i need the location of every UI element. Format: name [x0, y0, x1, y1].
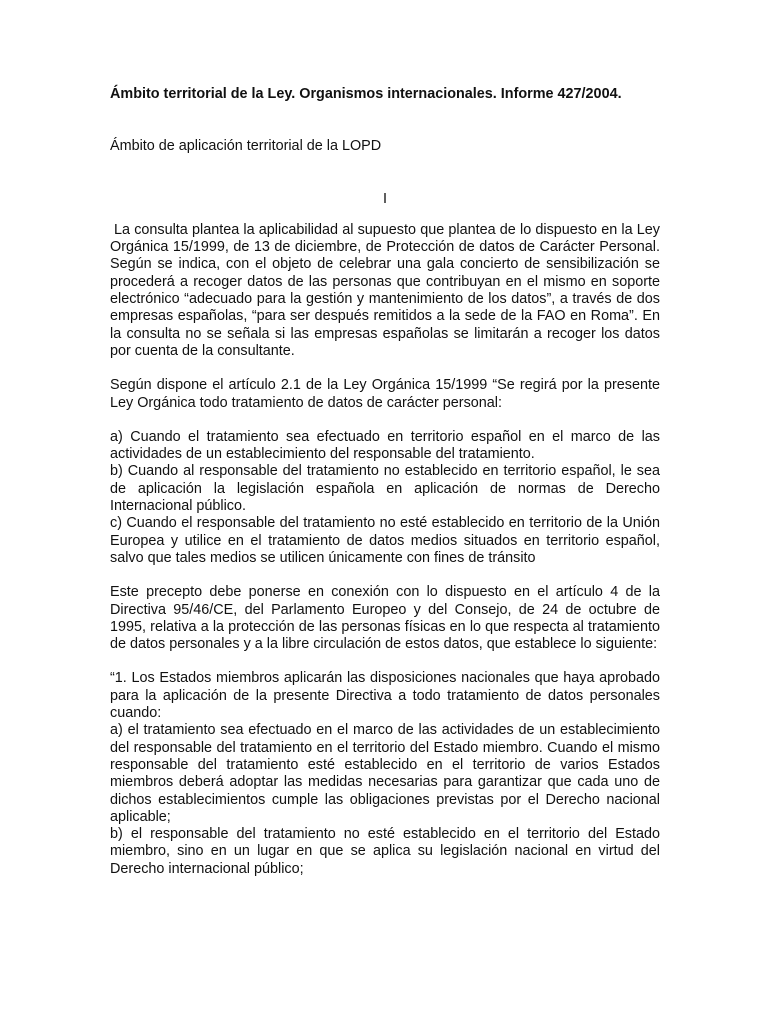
document-subtitle: Ámbito de aplicación territorial de la LOPD — [110, 138, 382, 155]
paragraph-articulo-2-1: Según dispone el artículo 2.1 de la Ley Orgánica 15/1999 “Se regirá por la presente Ley Orgánica todo tratamiento de datos de carácter personal: — [110, 377, 660, 411]
list-item-c: c) Cuando el responsable del tratamiento no esté establecido en territorio de la Unión Europea y utilice en el tratamiento de datos medios situados en territorio español, salvo que tales medios se utilicen únicamente con fines de tránsito — [110, 515, 660, 566]
list-item-b: b) Cuando al responsable del tratamiento no establecido en territorio español, le sea de aplicación la legislación española en aplicación de normas de Derecho Internacional público. — [110, 463, 660, 515]
directive-quote — [110, 670, 660, 878]
paragraph-directiva: Este precepto debe ponerse en conexión con lo dispuesto en el artículo 4 de la Directiva 95/46/CE, del Parlamento Europeo y del Consejo, de 24 de octubre de 1995, relativa a la protección de las personas físicas en lo que respecta al tratamiento de datos personales y a la libre circulación de estos datos, que establece lo siguiente: — [110, 584, 660, 653]
document-page — [110, 86, 660, 878]
paragraph-consulta: La consulta plantea la aplicabilidad al supuesto que plantea de lo dispuesto en la Ley Orgánica 15/1999, de 13 de diciembre, de Protección de datos de Carácter Personal. Según se indica, con el objeto de celebrar una gala concierto de sensibilización se procederá a recoger datos de las personas que contribuyan en el mismo en soporte electrónico “adecuado para la gestión y mantenimiento de los datos”, a través de dos empresas españolas, “para ser después remitidos a la sede de la FAO en Roma”. En la consulta no se señala si las empresas españolas se limitarán a recoger los datos por cuenta de la consultante. — [110, 221, 660, 359]
list-item-a: a) Cuando el tratamiento sea efectuado en territorio español en el marco de las actividades de un establecimiento del responsable del tratamiento. — [110, 428, 660, 463]
quote-item-a: a) el tratamiento sea efectuado en el marco de las actividades de un establecimiento del responsable del tratamiento en el territorio del Estado miembro. Cuando el mismo responsable del tratamiento esté establecido en el territorio de varios Estados miembros deberá adoptar las medidas necesarias para garantizar que cada uno de dichos establecimientos cumple las obligaciones previstas por el Derecho nacional aplicable; — [110, 722, 660, 825]
document-title: Ámbito territorial de la Ley. Organismos internacionales. Informe 427/2004. — [110, 86, 622, 102]
quote-intro: “1. Los Estados miembros aplicarán las disposiciones nacionales que haya aprobado para la aplicación de la presente Directiva a todo tratamiento de datos personales cuando: — [110, 670, 660, 722]
section-number: I — [383, 190, 387, 207]
quote-item-b: b) el responsable del tratamiento no esté establecido en el territorio del Estado miembro, sino en un lugar en que se aplica su legislación nacional en virtud del Derecho internacional público; — [110, 826, 660, 877]
lopd-list — [110, 429, 660, 567]
